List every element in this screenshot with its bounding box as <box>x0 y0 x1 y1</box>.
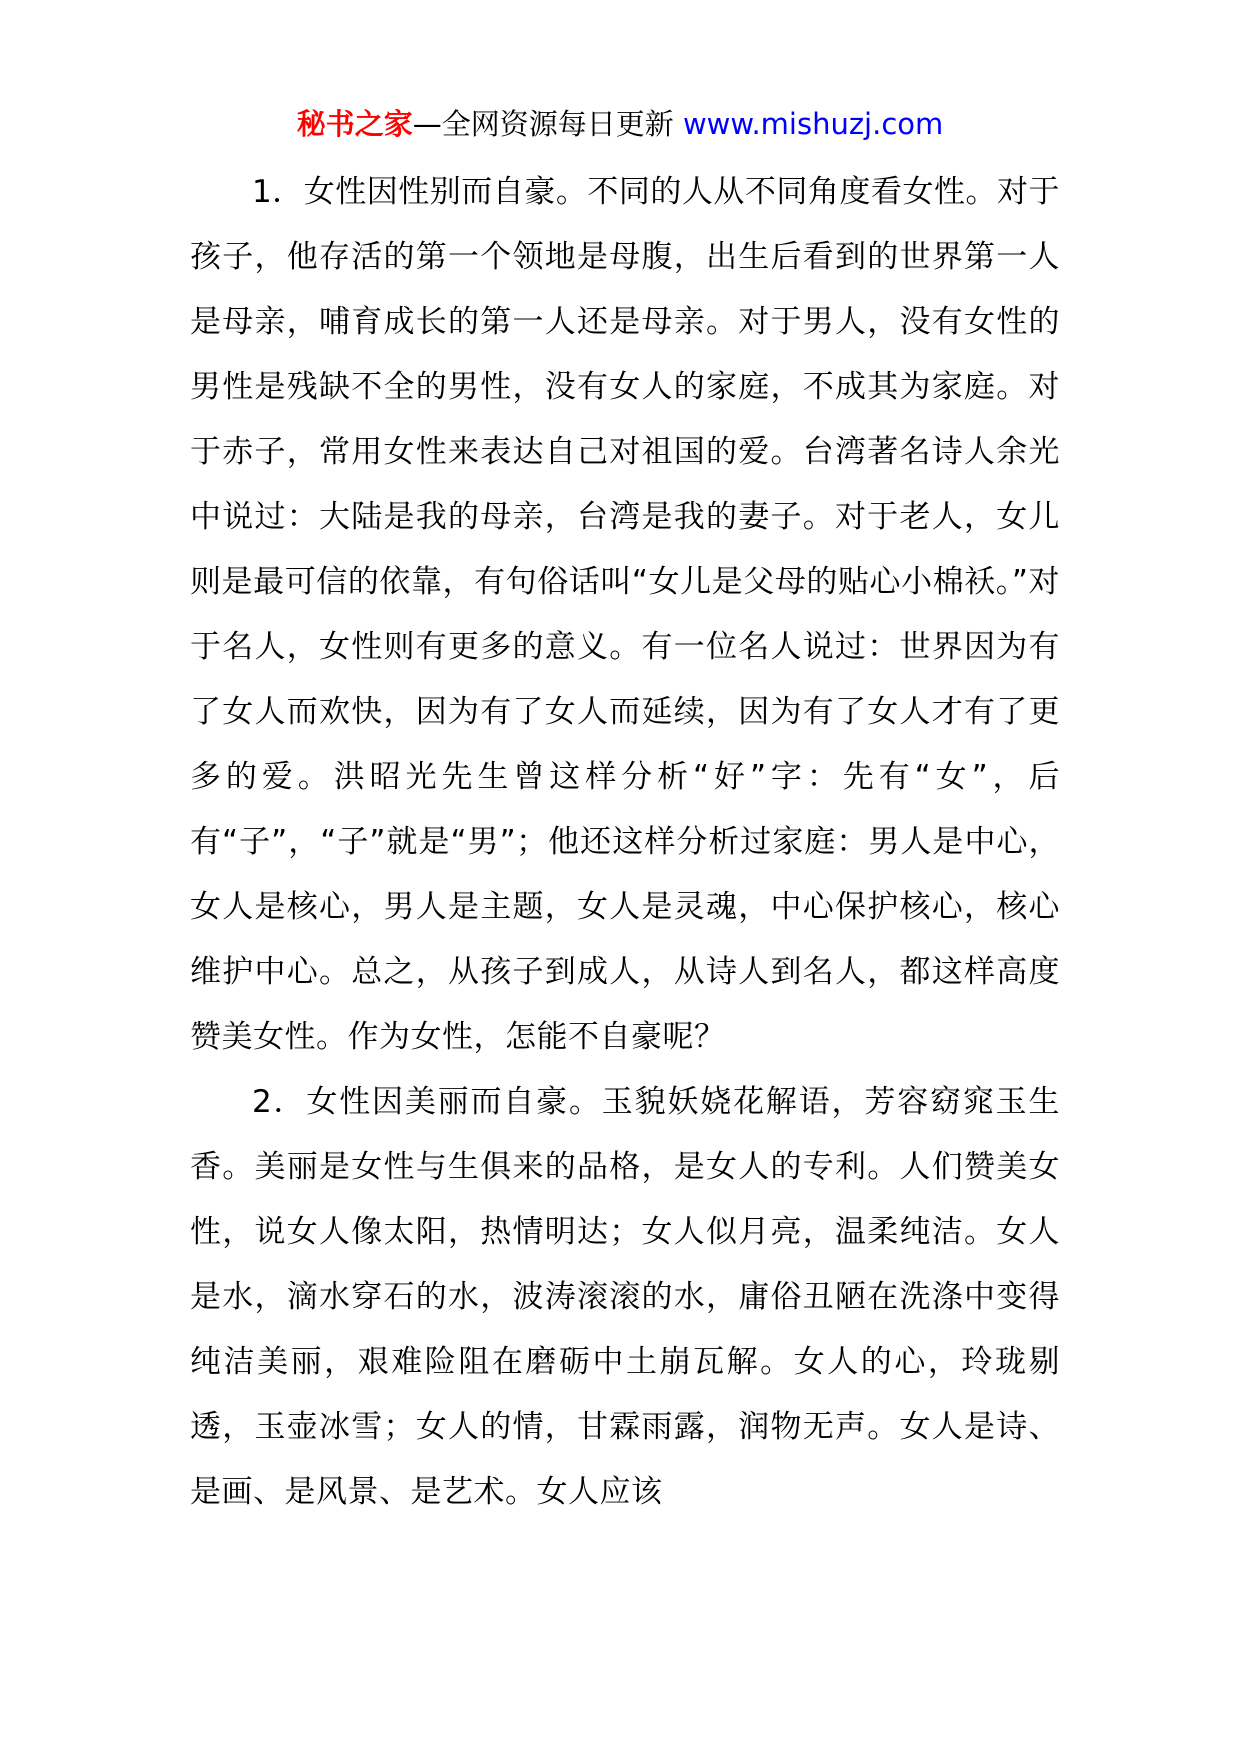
paragraph-2: 2．女性因美丽而自豪。玉貌妖娆花解语，芳容窈窕玉生香。美丽是女性与生俱来的品格，是女人的专利。人们赞美女性，说女人像太阳，热情明达；女人似月亮，温柔纯洁。女人是水，滴水穿石的水，波涛滚滚的水，庸俗丑陋在洗涤中变得纯洁美丽，艰难险阻在磨砺中土崩瓦解。女人的心，玲珑剔透，玉壶冰雪；女人的情，甘霖雨露，润物无声。女人是诗、是画、是风景、是艺术。女人应该 <box>190 1084 1060 1510</box>
paragraph-1: 1．女性因性别而自豪。不同的人从不同角度看女性。对于孩子，他存活的第一个领地是母腹，出生后看到的世界第一人是母亲，哺育成长的第一人还是母亲。对于男人，没有女性的男性是残缺不全的男性，没有女人的家庭，不成其为家庭。对于赤子，常用女性来表达自己对祖国的爱。台湾著名诗人余光中说过：大陆是我的母亲，台湾是我的妻子。对于老人，女儿则是最可信的依靠，有句俗话叫“女儿是父母的贴心小棉袄。”对于名人，女性则有更多的意义。有一位名人说过：世界因为有了女人而欢快，因为有了女人而延续，因为有了女人才有了更多的爱。洪昭光先生曾这样分析“好”字：先有“女”，后有“子”，“子”就是“男”；他还这样分析过家庭：男人是中心，女人是核心，男人是主题，女人是灵魂，中心保护核心，核心维护中心。总之，从孩子到成人，从诗人到名人，都这样高度赞美女性。作为女性，怎能不自豪呢？ <box>190 174 1060 1055</box>
document-body <box>190 160 1060 1525</box>
site-url-link[interactable]: www.mishuzj.com <box>682 107 944 141</box>
site-header <box>0 104 1240 144</box>
site-brand: 秘书之家 <box>296 107 413 141</box>
site-tagline: —全网资源每日更新 <box>412 107 674 141</box>
